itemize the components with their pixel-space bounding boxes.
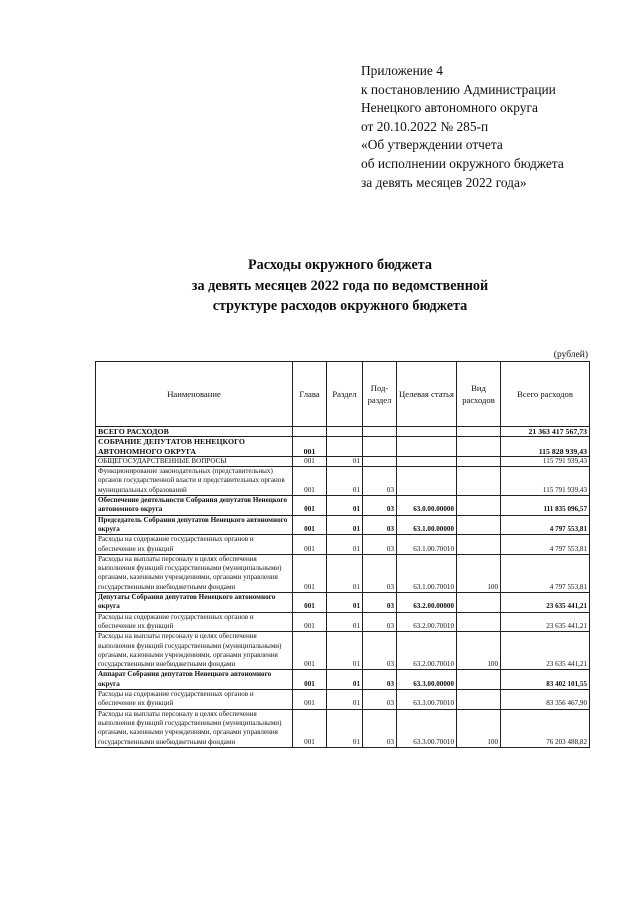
row-total: 23 635 441,21 <box>501 632 590 670</box>
row-podrazdel: 03 <box>363 670 397 690</box>
row-glava: 001 <box>293 467 327 496</box>
row-podrazdel: 03 <box>363 632 397 670</box>
row-total: 21 363 417 567,73 <box>501 427 590 437</box>
row-podrazdel: 03 <box>363 467 397 496</box>
row-statya: 63.3.00.70010 <box>397 690 457 710</box>
row-statya <box>397 427 457 437</box>
row-razdel: 01 <box>327 554 363 592</box>
row-podrazdel: 03 <box>363 593 397 613</box>
row-podrazdel: 03 <box>363 496 397 516</box>
row-statya: 63.2.00.70010 <box>397 612 457 632</box>
header-podrazdel: Под-раздел <box>363 362 397 427</box>
row-glava: 001 <box>293 709 327 747</box>
row-total: 115 828 939,43 <box>501 437 590 457</box>
header-name: Наименование <box>96 362 293 427</box>
row-statya: 63.2.00.00000 <box>397 593 457 613</box>
row-razdel: 01 <box>327 709 363 747</box>
row-total: 76 203 488,82 <box>501 709 590 747</box>
row-glava: 001 <box>293 456 327 466</box>
table-row <box>96 515 590 535</box>
table-row <box>96 612 590 632</box>
row-vid <box>457 437 501 457</box>
row-total: 4 797 553,81 <box>501 554 590 592</box>
row-glava: 001 <box>293 612 327 632</box>
row-glava: 001 <box>293 535 327 555</box>
table-header-row <box>96 362 590 427</box>
appendix-line: Приложение 4 <box>361 63 443 78</box>
row-name: Расходы на содержание государственных органов и обеспечение их функций <box>96 690 293 710</box>
row-total: 4 797 553,81 <box>501 515 590 535</box>
row-podrazdel: 03 <box>363 612 397 632</box>
row-razdel: 01 <box>327 632 363 670</box>
row-podrazdel: 03 <box>363 515 397 535</box>
row-vid <box>457 612 501 632</box>
row-glava <box>293 427 327 437</box>
row-glava: 001 <box>293 515 327 535</box>
row-glava: 001 <box>293 690 327 710</box>
row-razdel: 01 <box>327 467 363 496</box>
row-glava: 001 <box>293 554 327 592</box>
row-name: ОБЩЕГОСУДАРСТВЕННЫЕ ВОПРОСЫ <box>96 456 293 466</box>
appendix-line: за девять месяцев 2022 года» <box>361 174 527 190</box>
row-razdel: 01 <box>327 515 363 535</box>
row-name: Расходы на содержание государственных органов и обеспечение их функций <box>96 535 293 555</box>
row-podrazdel <box>363 437 397 457</box>
row-podrazdel: 03 <box>363 554 397 592</box>
row-vid <box>457 535 501 555</box>
row-razdel: 01 <box>327 670 363 690</box>
row-glava: 001 <box>293 593 327 613</box>
header-vid: Вид расходов <box>457 362 501 427</box>
row-name: Функционирование законодательных (представительных) органов государственной власти и представительных органов муниципальных образований <box>96 467 293 496</box>
row-podrazdel: 03 <box>363 690 397 710</box>
row-razdel <box>327 427 363 437</box>
table-row <box>96 690 590 710</box>
row-glava: 001 <box>293 437 327 457</box>
row-statya: 63.3.00.00000 <box>397 670 457 690</box>
table-row <box>96 535 590 555</box>
row-razdel: 01 <box>327 690 363 710</box>
row-vid: 100 <box>457 554 501 592</box>
row-vid <box>457 690 501 710</box>
table-row <box>96 467 590 496</box>
row-podrazdel <box>363 456 397 466</box>
row-razdel: 01 <box>327 496 363 516</box>
row-podrazdel <box>363 427 397 437</box>
row-statya: 63.0.00.00000 <box>397 496 457 516</box>
title-line: структуре расходов окружного бюджета <box>212 298 468 314</box>
table-row <box>96 554 590 592</box>
row-name: Обеспечение деятельности Собрания депутатов Ненецкого автономного округа <box>96 496 293 516</box>
row-vid <box>457 670 501 690</box>
row-statya <box>397 456 457 466</box>
table-row <box>96 496 590 516</box>
row-vid: 100 <box>457 709 501 747</box>
row-total: 23 635 441,21 <box>501 612 590 632</box>
row-name: Расходы на выплаты персоналу в целях обеспечения выполнения функций государственными (муниципальными) органами, казенными учреждениями, органами управления государственными внебюджетными фондами <box>96 554 293 592</box>
title-line: за девять месяцев 2022 года по ведомственной <box>191 277 489 294</box>
row-statya <box>397 437 457 457</box>
header-total: Всего расходов <box>501 362 590 427</box>
row-name: Расходы на выплаты персоналу в целях обеспечения выполнения функций государственными (муниципальными) органами, казенными учреждениями, органами управления государственными внебюджетными фондами <box>96 709 293 747</box>
row-vid <box>457 456 501 466</box>
row-razdel: 01 <box>327 612 363 632</box>
row-total: 115 791 939,43 <box>501 456 590 466</box>
row-razdel <box>327 437 363 457</box>
table-row <box>96 670 590 690</box>
row-statya: 63.3.00.70010 <box>397 709 457 747</box>
header-razdel: Раздел <box>327 362 363 427</box>
document-title <box>140 255 540 317</box>
appendix-line: от 20.10.2022 № 285-п <box>361 118 489 134</box>
row-statya: 63.2.00.70010 <box>397 632 457 670</box>
row-total: 83 402 101,55 <box>501 670 590 690</box>
row-glava: 001 <box>293 632 327 670</box>
row-total: 111 835 096,57 <box>501 496 590 516</box>
table-row <box>96 437 590 457</box>
row-total: 23 635 441,21 <box>501 593 590 613</box>
appendix-line: к постановлению Администрации <box>361 81 556 97</box>
row-statya: 63.1.00.70010 <box>397 535 457 555</box>
row-vid <box>457 496 501 516</box>
table-row <box>96 632 590 670</box>
row-statya: 63.1.00.00000 <box>397 515 457 535</box>
unit-label: (рублей) <box>553 350 588 360</box>
appendix-block <box>361 62 631 192</box>
header-glava: Глава <box>293 362 327 427</box>
row-total: 115 791 939,43 <box>501 467 590 496</box>
row-statya: 63.1.00.70010 <box>397 554 457 592</box>
row-total: 4 797 553,81 <box>501 535 590 555</box>
row-razdel: 01 <box>327 456 363 466</box>
row-podrazdel: 03 <box>363 535 397 555</box>
row-name: Расходы на выплаты персоналу в целях обеспечения выполнения функций государственными (муниципальными) органами, казенными учреждениями, органами управления государственными внебюджетными фондами <box>96 632 293 670</box>
row-name: Аппарат Собрания депутатов Ненецкого автономного округа <box>96 670 293 690</box>
row-name: Депутаты Собрания депутатов Ненецкого автономного округа <box>96 593 293 613</box>
appendix-line: Ненецкого автономного округа <box>361 100 538 116</box>
appendix-line: «Об утверждении отчета <box>361 137 503 153</box>
row-glava: 001 <box>293 496 327 516</box>
row-podrazdel: 03 <box>363 709 397 747</box>
row-vid <box>457 467 501 496</box>
table-body <box>96 427 590 748</box>
table-row <box>96 709 590 747</box>
row-name: СОБРАНИЕ ДЕПУТАТОВ НЕНЕЦКОГО АВТОНОМНОГО ОКРУГА <box>96 437 293 457</box>
table-row <box>96 427 590 437</box>
row-vid: 100 <box>457 632 501 670</box>
row-total: 83 356 467,90 <box>501 690 590 710</box>
row-name: Расходы на содержание государственных органов и обеспечение их функций <box>96 612 293 632</box>
title-line: Расходы окружного бюджета <box>247 257 432 273</box>
row-glava: 001 <box>293 670 327 690</box>
row-vid <box>457 427 501 437</box>
row-name: Председатель Собрания депутатов Ненецкого автономного округа <box>96 515 293 535</box>
row-vid <box>457 515 501 535</box>
row-vid <box>457 593 501 613</box>
row-name: ВСЕГО РАСХОДОВ <box>96 427 293 437</box>
header-statya: Целевая статья <box>397 362 457 427</box>
row-razdel: 01 <box>327 535 363 555</box>
budget-table <box>95 361 590 748</box>
row-statya <box>397 467 457 496</box>
table-row <box>96 456 590 466</box>
row-razdel: 01 <box>327 593 363 613</box>
table-row <box>96 593 590 613</box>
appendix-line: об исполнении окружного бюджета <box>361 155 564 171</box>
